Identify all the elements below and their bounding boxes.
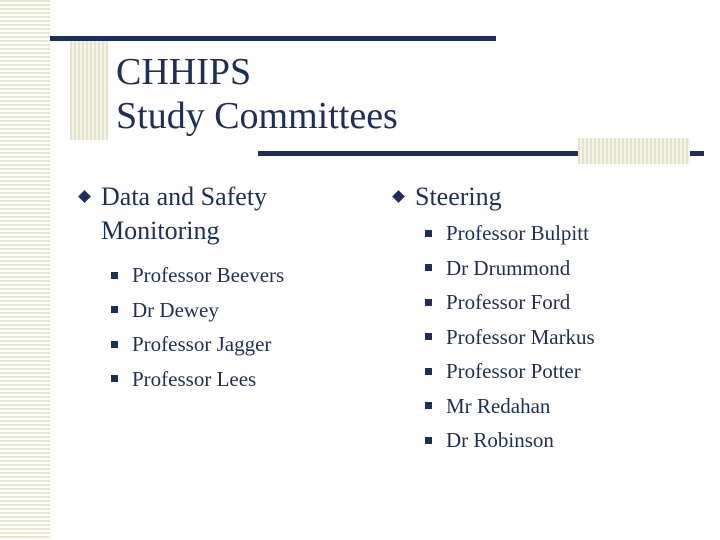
list-item: Professor Potter bbox=[425, 354, 690, 389]
list-item: Mr Redahan bbox=[425, 389, 690, 424]
title-line-2: Study Committees bbox=[116, 95, 398, 137]
left-stripe-decoration bbox=[0, 0, 50, 540]
heading-text: Steering bbox=[415, 182, 502, 211]
slide-title bbox=[116, 50, 398, 138]
title-line-1: CHHIPS bbox=[116, 51, 252, 93]
list-item: Dr Robinson bbox=[425, 423, 690, 458]
square-bullet-icon bbox=[425, 230, 432, 237]
list-item: Professor Ford bbox=[425, 285, 690, 320]
corner-stripe-block bbox=[578, 138, 690, 164]
diamond-bullet-icon bbox=[78, 190, 91, 203]
committee-heading-steering bbox=[390, 180, 690, 214]
right-column bbox=[390, 180, 690, 458]
list-item: Professor Lees bbox=[111, 362, 366, 397]
square-bullet-icon bbox=[111, 341, 118, 348]
square-bullet-icon bbox=[425, 264, 432, 271]
list-item: Professor Bulpitt bbox=[425, 216, 690, 251]
heading-line-1: Data and Safety bbox=[101, 182, 268, 211]
diamond-bullet-icon bbox=[392, 190, 405, 203]
square-bullet-icon bbox=[111, 272, 118, 279]
square-bullet-icon bbox=[425, 299, 432, 306]
square-bullet-icon bbox=[111, 306, 118, 313]
title-stripe-block bbox=[70, 40, 108, 140]
list-item: Professor Beevers bbox=[111, 258, 366, 293]
list-item: Professor Markus bbox=[425, 320, 690, 355]
square-bullet-icon bbox=[425, 368, 432, 375]
dsm-member-list bbox=[76, 258, 366, 396]
list-item: Dr Dewey bbox=[111, 293, 366, 328]
committee-heading-dsm bbox=[76, 180, 366, 248]
square-bullet-icon bbox=[425, 437, 432, 444]
top-rule bbox=[50, 36, 496, 41]
list-item: Professor Jagger bbox=[111, 327, 366, 362]
list-item: Dr Drummond bbox=[425, 251, 690, 286]
left-column bbox=[76, 180, 366, 396]
heading-line-2: Monitoring bbox=[101, 216, 220, 245]
steering-member-list bbox=[390, 216, 690, 458]
square-bullet-icon bbox=[111, 375, 118, 382]
square-bullet-icon bbox=[425, 333, 432, 340]
square-bullet-icon bbox=[425, 402, 432, 409]
